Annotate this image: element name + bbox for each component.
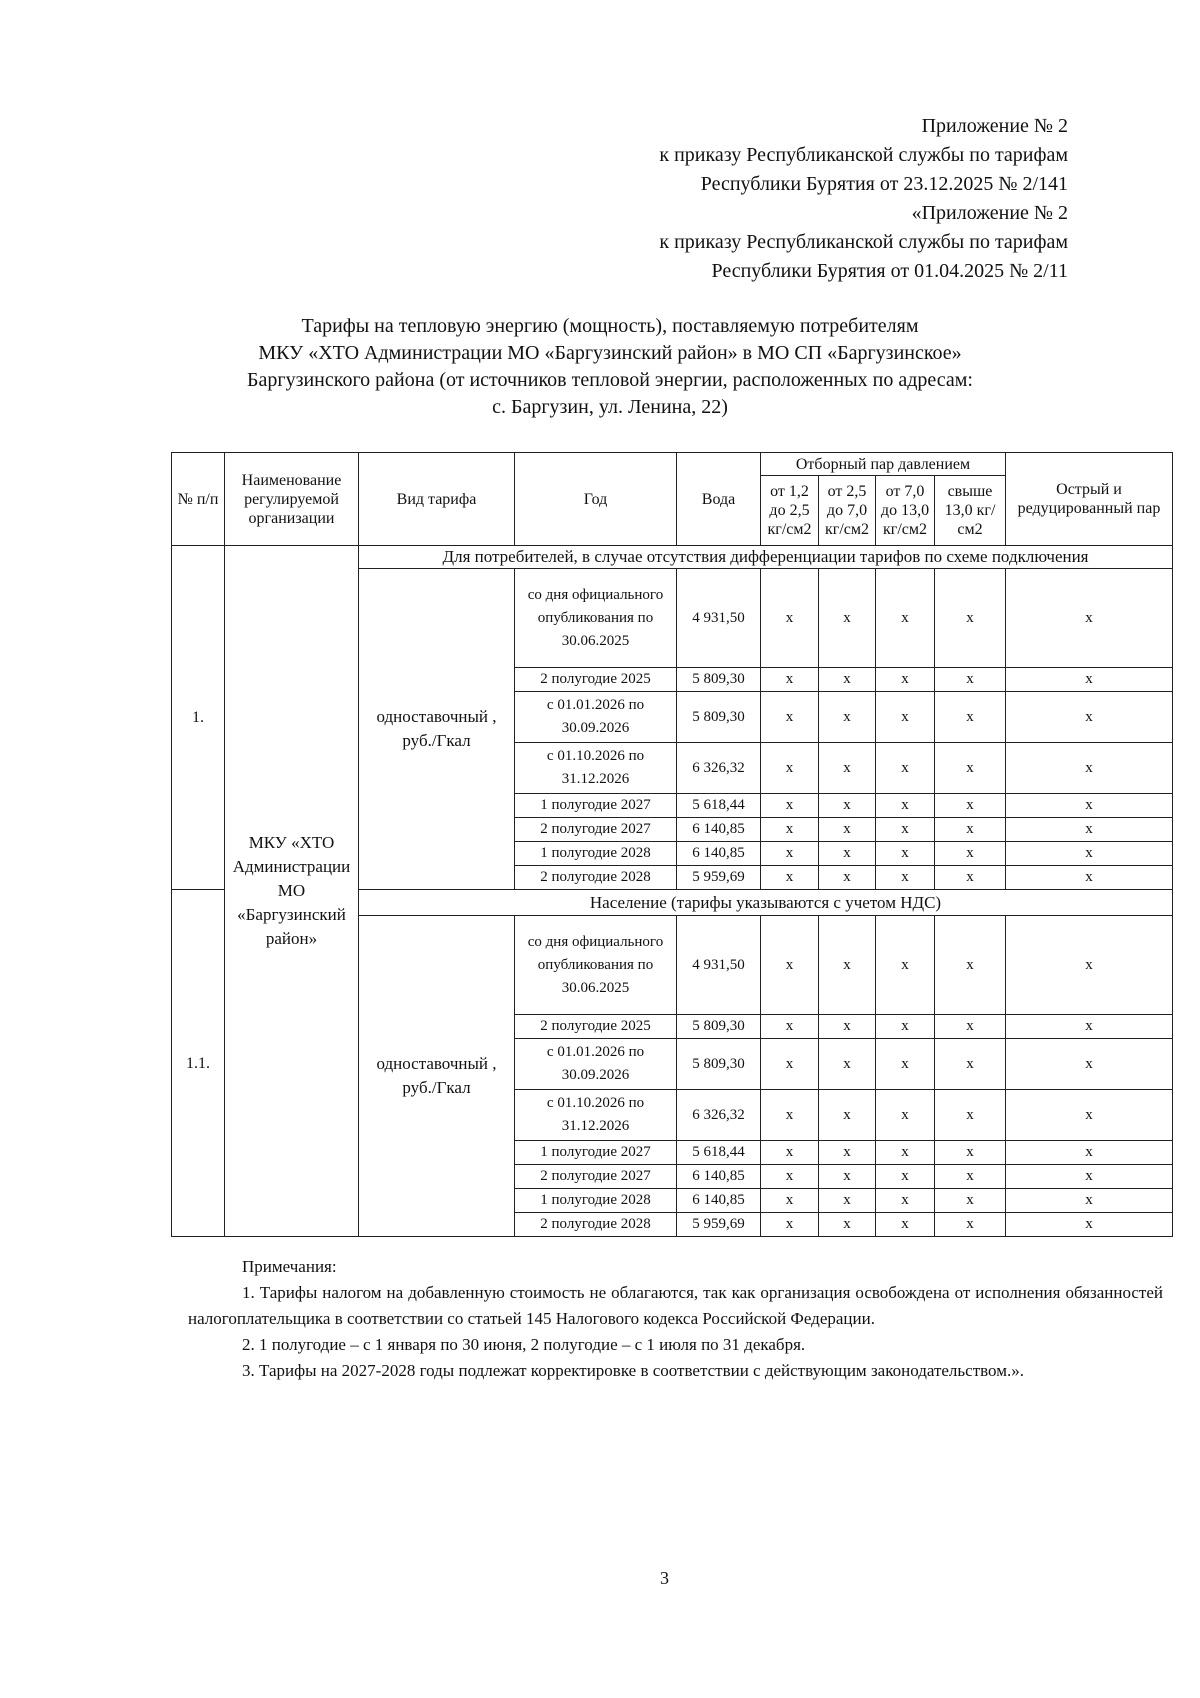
pressure-4-value: x <box>935 842 1006 866</box>
period-cell: 2 полугодие 2025 <box>515 1015 677 1039</box>
pressure-3-value: x <box>876 1015 935 1039</box>
pressure-2-value: x <box>819 916 876 1015</box>
pressure-3-value: x <box>876 794 935 818</box>
water-value: 6 326,32 <box>677 743 761 794</box>
pressure-1-value: x <box>761 794 819 818</box>
header-sharp-steam: Острый и редуцированный пар <box>1006 453 1173 546</box>
notes-section <box>188 1254 1163 1384</box>
pressure-1-value: x <box>761 743 819 794</box>
title-line: Тарифы на тепловую энергию (мощность), поставляемую потребителям <box>301 315 919 337</box>
water-value: 5 809,30 <box>677 1015 761 1039</box>
sharp-steam-value: x <box>1006 668 1173 692</box>
pressure-3-value: x <box>876 1090 935 1141</box>
water-value: 5 809,30 <box>677 692 761 743</box>
sharp-steam-value: x <box>1006 794 1173 818</box>
water-value: 6 140,85 <box>677 1189 761 1213</box>
water-value: 5 959,69 <box>677 1213 761 1237</box>
pressure-2-value: x <box>819 1039 876 1090</box>
pressure-2-value: x <box>819 1189 876 1213</box>
header-line: Республики Бурятия от 23.12.2025 № 2/141 <box>700 173 1068 195</box>
period-cell: 2 полугодие 2028 <box>515 866 677 890</box>
period-cell: 1 полугодие 2028 <box>515 842 677 866</box>
header-steam: Отборный пар давлением <box>761 453 1006 476</box>
period-cell: 1 полугодие 2028 <box>515 1189 677 1213</box>
sharp-steam-value: x <box>1006 1039 1173 1090</box>
header-line: к приказу Республиканской службы по тарифам <box>659 231 1068 253</box>
sharp-steam-value: x <box>1006 692 1173 743</box>
pressure-3-value: x <box>876 692 935 743</box>
pressure-3-value: x <box>876 668 935 692</box>
sharp-steam-value: x <box>1006 743 1173 794</box>
pressure-1-value: x <box>761 1039 819 1090</box>
water-value: 4 931,50 <box>677 569 761 668</box>
header-pressure-3: от 7,0 до 13,0 кг/см2 <box>876 476 935 546</box>
section-num: 1. <box>172 546 225 890</box>
note-item: 1. Тарифы налогом на добавленную стоимость не облагаются, так как организация освобождена от исполнения обязанностей налогоплательщика в соответствии со статьей 145 Налогового кодекса Российской Федерации. <box>188 1283 1163 1328</box>
title-line: МКУ «ХТО Администрации МО «Баргузинский район» в МО СП «Баргузинское» <box>258 342 962 364</box>
pressure-2-value: x <box>819 1090 876 1141</box>
title-line: Баргузинского района (от источников тепловой энергии, расположенных по адресам: <box>247 369 973 391</box>
period-cell: 2 полугодие 2027 <box>515 1165 677 1189</box>
water-value: 6 140,85 <box>677 842 761 866</box>
pressure-4-value: x <box>935 916 1006 1015</box>
pressure-1-value: x <box>761 1090 819 1141</box>
pressure-4-value: x <box>935 1090 1006 1141</box>
period-cell: 2 полугодие 2027 <box>515 818 677 842</box>
section-title: Для потребителей, в случае отсутствия дифференциации тарифов по схеме подключения <box>359 546 1173 569</box>
sharp-steam-value: x <box>1006 1213 1173 1237</box>
pressure-2-value: x <box>819 818 876 842</box>
water-value: 5 809,30 <box>677 668 761 692</box>
header-line: Приложение № 2 <box>921 115 1068 137</box>
pressure-4-value: x <box>935 866 1006 890</box>
pressure-1-value: x <box>761 1015 819 1039</box>
pressure-1-value: x <box>761 668 819 692</box>
period-cell: с 01.10.2026 по 31.12.2026 <box>515 1090 677 1141</box>
water-value: 5 618,44 <box>677 794 761 818</box>
pressure-1-value: x <box>761 1213 819 1237</box>
header-num: № п/п <box>172 453 225 546</box>
pressure-2-value: x <box>819 794 876 818</box>
header-year: Год <box>515 453 677 546</box>
period-cell: с 01.10.2026 по 31.12.2026 <box>515 743 677 794</box>
period-cell: 1 полугодие 2027 <box>515 794 677 818</box>
pressure-3-value: x <box>876 842 935 866</box>
pressure-1-value: x <box>761 1141 819 1165</box>
header-line: к приказу Республиканской службы по тарифам <box>659 144 1068 166</box>
pressure-1-value: x <box>761 1189 819 1213</box>
header-kind: Вид тарифа <box>359 453 515 546</box>
pressure-1-value: x <box>761 1165 819 1189</box>
pressure-4-value: x <box>935 1213 1006 1237</box>
org-name: МКУ «ХТО Администрации МО «Баргузинский район» <box>225 546 359 1237</box>
pressure-3-value: x <box>876 916 935 1015</box>
pressure-2-value: x <box>819 1015 876 1039</box>
section-title: Население (тарифы указываются с учетом НДС) <box>359 890 1173 916</box>
pressure-3-value: x <box>876 866 935 890</box>
title-line: с. Баргузин, ул. Ленина, 22) <box>492 396 728 418</box>
pressure-4-value: x <box>935 569 1006 668</box>
pressure-4-value: x <box>935 794 1006 818</box>
pressure-2-value: x <box>819 743 876 794</box>
pressure-4-value: x <box>935 1141 1006 1165</box>
tariff-kind: одноставочный , руб./Гкал <box>359 916 515 1237</box>
pressure-3-value: x <box>876 1165 935 1189</box>
header-org: Наименование регулируемой организации <box>225 453 359 546</box>
sharp-steam-value: x <box>1006 1141 1173 1165</box>
tariff-table <box>171 452 1173 1237</box>
pressure-3-value: x <box>876 569 935 668</box>
pressure-2-value: x <box>819 842 876 866</box>
sharp-steam-value: x <box>1006 569 1173 668</box>
section-num: 1.1. <box>172 890 225 1237</box>
pressure-3-value: x <box>876 818 935 842</box>
period-cell: 2 полугодие 2028 <box>515 1213 677 1237</box>
pressure-4-value: x <box>935 743 1006 794</box>
water-value: 6 326,32 <box>677 1090 761 1141</box>
pressure-2-value: x <box>819 692 876 743</box>
header-pressure-1: от 1,2 до 2,5 кг/см2 <box>761 476 819 546</box>
pressure-3-value: x <box>876 1213 935 1237</box>
tariff-kind: одноставочный , руб./Гкал <box>359 569 515 890</box>
pressure-3-value: x <box>876 1189 935 1213</box>
pressure-2-value: x <box>819 1213 876 1237</box>
pressure-1-value: x <box>761 842 819 866</box>
pressure-4-value: x <box>935 668 1006 692</box>
period-cell: 1 полугодие 2027 <box>515 1141 677 1165</box>
note-item: 3. Тарифы на 2027-2028 годы подлежат корректировке в соответствии с действующим законодательством.». <box>242 1361 1024 1380</box>
sharp-steam-value: x <box>1006 818 1173 842</box>
sharp-steam-value: x <box>1006 916 1173 1015</box>
pressure-2-value: x <box>819 866 876 890</box>
sharp-steam-value: x <box>1006 1189 1173 1213</box>
header-water: Вода <box>677 453 761 546</box>
header-line: Республики Бурятия от 01.04.2025 № 2/11 <box>711 260 1068 282</box>
sharp-steam-value: x <box>1006 1165 1173 1189</box>
pressure-4-value: x <box>935 818 1006 842</box>
pressure-4-value: x <box>935 1015 1006 1039</box>
header-line: «Приложение № 2 <box>911 202 1068 224</box>
pressure-1-value: x <box>761 692 819 743</box>
pressure-1-value: x <box>761 866 819 890</box>
period-cell: со дня официального опубликования по 30.06.2025 <box>515 916 677 1015</box>
header-pressure-2: от 2,5 до 7,0 кг/см2 <box>819 476 876 546</box>
sharp-steam-value: x <box>1006 866 1173 890</box>
period-cell: с 01.01.2026 по 30.09.2026 <box>515 692 677 743</box>
water-value: 4 931,50 <box>677 916 761 1015</box>
pressure-4-value: x <box>935 1189 1006 1213</box>
period-cell: 2 полугодие 2025 <box>515 668 677 692</box>
sharp-steam-value: x <box>1006 1015 1173 1039</box>
pressure-4-value: x <box>935 1039 1006 1090</box>
sharp-steam-value: x <box>1006 1090 1173 1141</box>
pressure-2-value: x <box>819 1165 876 1189</box>
note-item: 2. 1 полугодие – с 1 января по 30 июня, 2 полугодие – с 1 июля по 31 декабря. <box>242 1335 806 1354</box>
pressure-2-value: x <box>819 668 876 692</box>
pressure-3-value: x <box>876 1141 935 1165</box>
water-value: 5 809,30 <box>677 1039 761 1090</box>
appendix-header <box>659 112 1068 286</box>
pressure-3-value: x <box>876 743 935 794</box>
pressure-2-value: x <box>819 1141 876 1165</box>
document-title <box>150 313 1070 421</box>
pressure-1-value: x <box>761 818 819 842</box>
water-value: 6 140,85 <box>677 1165 761 1189</box>
water-value: 5 618,44 <box>677 1141 761 1165</box>
pressure-4-value: x <box>935 1165 1006 1189</box>
page-number: 3 <box>660 1568 669 1588</box>
pressure-1-value: x <box>761 569 819 668</box>
header-pressure-4: свыше 13,0 кг/см2 <box>935 476 1006 546</box>
water-value: 5 959,69 <box>677 866 761 890</box>
notes-heading: Примечания: <box>242 1257 337 1276</box>
sharp-steam-value: x <box>1006 842 1173 866</box>
water-value: 6 140,85 <box>677 818 761 842</box>
pressure-2-value: x <box>819 569 876 668</box>
period-cell: с 01.01.2026 по 30.09.2026 <box>515 1039 677 1090</box>
period-cell: со дня официального опубликования по 30.06.2025 <box>515 569 677 668</box>
pressure-4-value: x <box>935 692 1006 743</box>
pressure-1-value: x <box>761 916 819 1015</box>
pressure-3-value: x <box>876 1039 935 1090</box>
